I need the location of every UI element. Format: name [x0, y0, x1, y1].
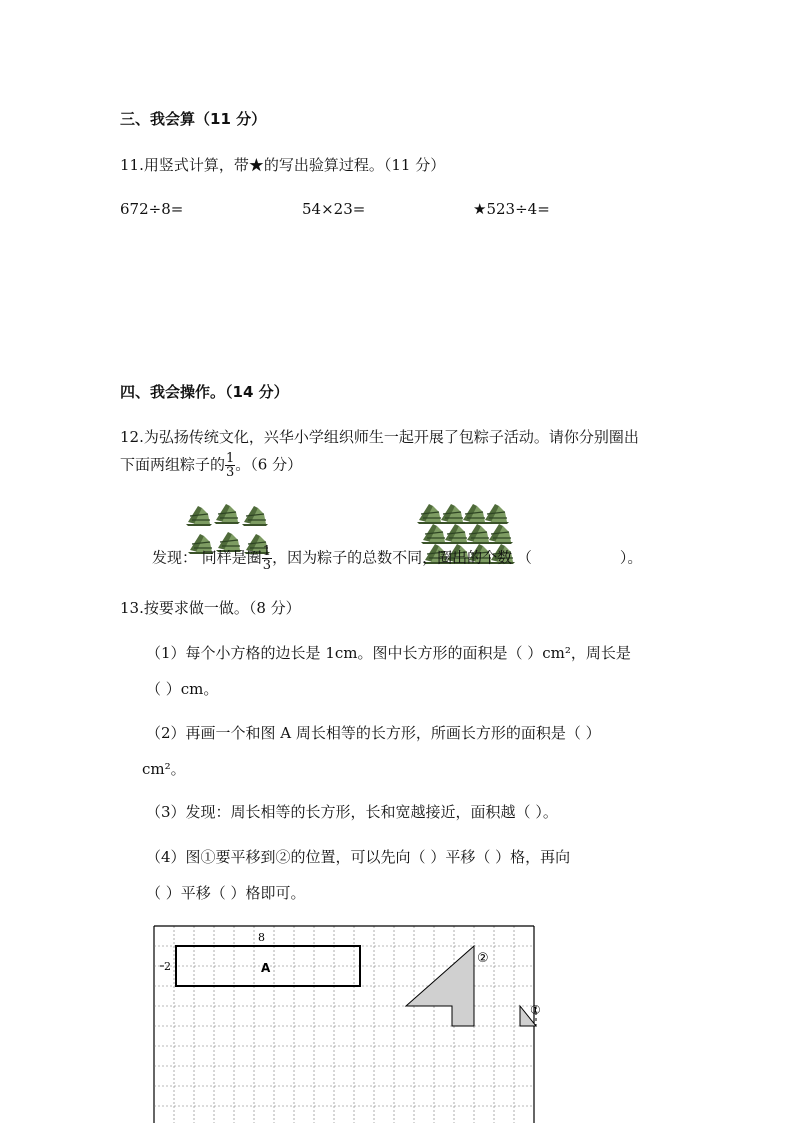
q13-part-2-line-1: （2）再画一个和图 A 周长相等的长方形，所画长方形的面积是（ ） [146, 724, 601, 742]
finding-text-before: 发现： 同样是圈 [152, 548, 262, 567]
q13-part-4-line-2: （ ）平移（ ）格即可。 [146, 884, 306, 902]
question-12-line-1: 12.为弘扬传统文化，兴华小学组织师生一起开展了包粽子活动。请你分别圈出 [120, 428, 639, 446]
shape-1-label: ① [530, 1003, 541, 1017]
section-3-heading: 三、我会算（11 分） [120, 110, 267, 128]
shape-2-label: ② [477, 951, 489, 966]
shape-2 [406, 946, 474, 1026]
question-13-title: 13.按要求做一做。（8 分） [120, 599, 301, 617]
question-12-line-2 [120, 452, 302, 479]
q13-part-2-line-2: cm²。 [142, 760, 186, 778]
q13-part-1-line-2: （ ）cm。 [146, 680, 219, 698]
section-4-heading: 四、我会操作。（14 分） [120, 383, 289, 401]
q13-part-4-line-1: （4）图①要平移到②的位置，可以先向（ ）平移（ ）格，再向 [146, 848, 571, 866]
grid-figure[interactable] [150, 922, 550, 1123]
finding-text-after: ，因为粽子的总数不同，圈出的个数 （ [272, 548, 532, 567]
q13-part-3: （3）发现：周长相等的长方形，长和宽越接近，面积越（ ）。 [146, 803, 558, 821]
width-label: 2 [164, 960, 171, 973]
finding-text-end: ）。 [619, 548, 643, 567]
fraction-denominator: 3 [226, 465, 235, 480]
problem-3: ★523÷4= [473, 200, 550, 218]
question-11-prompt: 11.用竖式计算，带★的写出验算过程。（11 分） [120, 156, 446, 174]
rect-a-label: A [261, 961, 271, 975]
fraction-numerator: 1 [226, 451, 235, 466]
grid-svg [150, 922, 550, 1123]
problem-2: 54×23= [302, 200, 366, 218]
q12-text-after: 。（6 分） [235, 455, 303, 474]
q13-part-1-line-1: （1）每个小方格的边长是 1cm。图中长方形的面积是（ ）cm²，周长是 [146, 644, 631, 662]
finding-fraction-denominator: 3 [262, 558, 272, 573]
finding-fraction-one-third [262, 545, 272, 572]
fraction-one-third [225, 452, 235, 479]
length-label: 8 [258, 931, 265, 944]
finding-fraction-numerator: 1 [262, 544, 272, 559]
q12-text-before: 下面两组粽子的 [120, 455, 226, 474]
problem-1: 672÷8= [120, 200, 184, 218]
question-12-finding [152, 545, 642, 572]
